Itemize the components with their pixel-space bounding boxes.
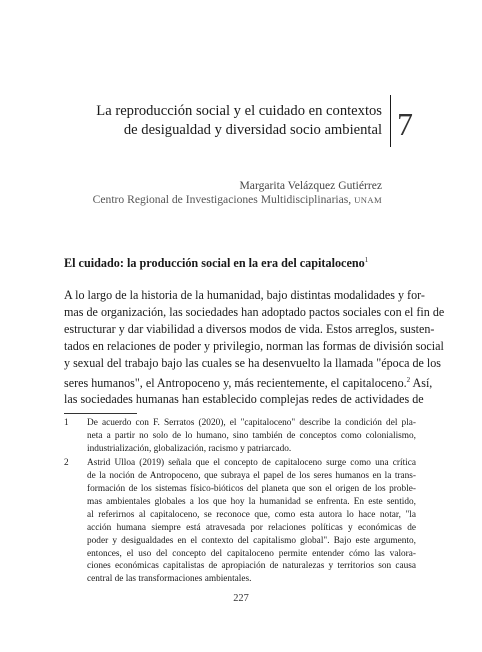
footnote-number: 1: [64, 418, 69, 428]
footnote-line: industrialización, globalización, racismo y patriarcado.: [87, 443, 292, 454]
body-line: A lo largo de la historia de la humanidad, bajo distintas modalidades y for-: [64, 288, 425, 302]
footnote-line: acción humana siempre está atravesada por relaciones políticas y económicas de: [87, 522, 416, 533]
page-number: 227: [233, 593, 249, 604]
chapter-number: 7: [397, 106, 413, 142]
footnote-line: neta a partir no solo de lo humano, sino también de conceptos como colonialismo,: [87, 430, 416, 441]
footnote-line: central de las transformaciones ambientales.: [87, 574, 252, 585]
footnote-line: entonces, el uso del concepto del capitaloceno permite entender cómo las valora-: [87, 548, 416, 559]
footnote-1: [64, 417, 416, 456]
chapter-title-line-2: de desigualdad y diversidad socio ambiental: [123, 122, 382, 138]
body-line: tados en relaciones de poder y privilegio, norman las formas de división social: [64, 338, 444, 353]
footnote-line: mas ambientales globales a los que hoy la humanidad se enfrenta. En este sentido,: [87, 496, 416, 507]
body-line: estructurar y dar viabilidad a diversos modos de vida. Estos arreglos, susten-: [64, 321, 435, 336]
section-heading-text: El cuidado: la producción social en la era del capitaloceno: [64, 256, 365, 270]
chapter-title: [52, 102, 382, 140]
footnote-line: De acuerdo con F. Serratos (2020), el "capitaloceno" describe la condición del pla-: [87, 418, 416, 428]
footnote-number: 2: [64, 458, 69, 469]
body-line: las sociedades humanas han establecido complejas redes de actividades de: [64, 392, 424, 407]
footnote-ref-2[interactable]: 2: [406, 375, 411, 384]
author-name: Margarita Velázquez Gutiérrez: [239, 179, 382, 192]
footnotes: [64, 417, 416, 588]
body-line-tail: Así,: [410, 375, 433, 390]
footnote-separator: [64, 413, 137, 414]
body-paragraph: [64, 287, 445, 408]
body-line: y sexual del trabajo bajo las cuales se ha desenvuelto la llamada "época de los: [64, 355, 442, 370]
footnote-line: ciones económicas capitalistas de apropiación de naturalezas y territorios son causa: [87, 561, 416, 572]
chapter-divider-rule: [390, 95, 391, 147]
body-line-text: seres humanos", el Antropoceno y, más recientemente, el capitaloceno.: [64, 375, 407, 390]
author-affiliation: [93, 192, 382, 208]
footnote-2: [64, 457, 416, 586]
footnote-text: [87, 457, 416, 586]
footnote-ref-1[interactable]: 1: [364, 256, 369, 264]
footnote-text: [87, 417, 416, 456]
body-line-with-note: [64, 372, 433, 392]
affiliation-acronym: UNAM: [354, 195, 382, 205]
affiliation-text: Centro Regional de Investigaciones Multidisciplinarias,: [92, 193, 352, 206]
footnote-line: Astrid Ulloa (2019) señala que el concepto de capitaloceno surge como una crítica: [87, 458, 416, 469]
footnote-line: formación de los sistemas físico-bióticos del planeta que son el origen de los proble-: [87, 484, 416, 495]
chapter-title-line-1: La reproducción social y el cuidado en contextos: [96, 103, 382, 119]
footnote-line: al referirnos al capitaloceno, se reconoce que, como esta autora lo hace notar, "la: [87, 509, 416, 520]
body-line: mas de organización, las sociedades han adoptado pactos sociales con el fin de: [64, 304, 445, 319]
section-heading: [64, 256, 368, 271]
footnote-line: de la noción de Antropoceno, que subraya el papel de los seres humanos en la trans-: [87, 471, 416, 482]
footnote-line: poder y desigualdades en el contexto del capitalismo global". Bajo este argumento,: [87, 535, 416, 546]
